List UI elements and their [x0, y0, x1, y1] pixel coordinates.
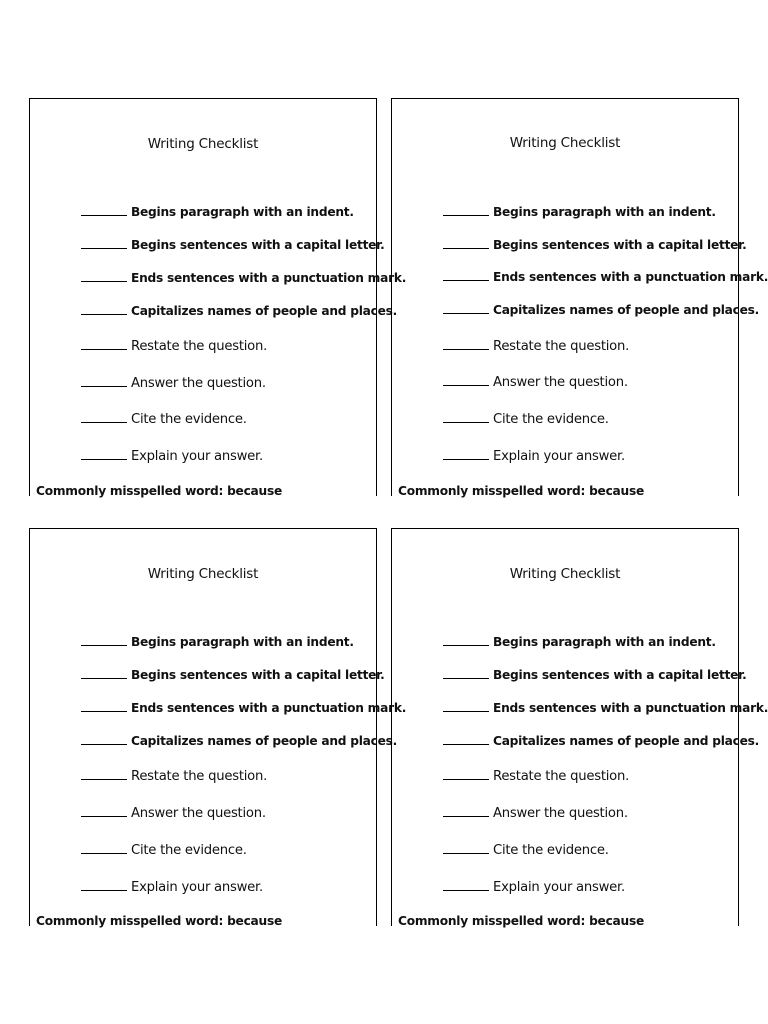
checklist-item: Ends sentences with a punctuation mark. [81, 701, 406, 715]
check-blank [81, 769, 127, 780]
checklist-item: Answer the question. [81, 806, 266, 821]
check-blank [443, 449, 489, 460]
checklist-item: Begins paragraph with an indent. [81, 205, 354, 219]
check-blank [443, 205, 489, 216]
checklist-card-2 [391, 98, 768, 498]
checklist-item: Ends sentences with a punctuation mark. [443, 701, 768, 715]
checklist-item: Explain your answer. [81, 449, 263, 464]
check-blank [81, 412, 127, 423]
check-blank [81, 238, 127, 249]
checklist-item: Begins sentences with a capital letter. [443, 238, 747, 252]
checklist-item: Capitalizes names of people and places. [81, 734, 397, 748]
checklist-item: Capitalizes names of people and places. [443, 303, 759, 317]
check-blank [443, 843, 489, 854]
check-blank [81, 205, 127, 216]
checklist-item: Begins paragraph with an indent. [81, 635, 354, 649]
checklist-item: Restate the question. [443, 769, 629, 784]
checklist-item: Answer the question. [443, 375, 628, 390]
checklist-item: Restate the question. [81, 339, 267, 354]
checklist-item: Begins paragraph with an indent. [443, 635, 716, 649]
checklist-card-3 [29, 528, 407, 928]
checklist-item: Begins sentences with a capital letter. [81, 238, 385, 252]
check-blank [443, 701, 489, 712]
check-blank [81, 734, 127, 745]
check-blank [81, 376, 127, 387]
misspelled-word-note: Commonly misspelled word: because [36, 484, 282, 498]
checklist-item: Ends sentences with a punctuation mark. [443, 270, 768, 284]
check-blank [443, 668, 489, 679]
card-title: Writing Checklist [147, 136, 259, 152]
card-title: Writing Checklist [147, 566, 259, 582]
checklist-item: Begins paragraph with an indent. [443, 205, 716, 219]
checklist-item: Cite the evidence. [443, 412, 609, 427]
check-blank [443, 375, 489, 386]
check-blank [443, 412, 489, 423]
checklist-item: Ends sentences with a punctuation mark. [81, 271, 406, 285]
checklist-item: Capitalizes names of people and places. [443, 734, 759, 748]
misspelled-word-note: Commonly misspelled word: because [398, 914, 644, 928]
checklist-item: Capitalizes names of people and places. [81, 304, 397, 318]
check-blank [81, 304, 127, 315]
check-blank [81, 843, 127, 854]
check-blank [81, 701, 127, 712]
check-blank [443, 270, 489, 281]
check-blank [81, 635, 127, 646]
card-title: Writing Checklist [509, 135, 621, 151]
checklist-item: Cite the evidence. [81, 843, 247, 858]
check-blank [443, 806, 489, 817]
checklist-item: Begins sentences with a capital letter. [81, 668, 385, 682]
check-blank [443, 303, 489, 314]
checklist-item: Cite the evidence. [81, 412, 247, 427]
checklist-card-4 [391, 528, 768, 928]
misspelled-word-note: Commonly misspelled word: because [36, 914, 282, 928]
checklist-item: Answer the question. [81, 376, 266, 391]
check-blank [443, 769, 489, 780]
check-blank [443, 238, 489, 249]
check-blank [81, 271, 127, 282]
check-blank [443, 339, 489, 350]
check-blank [443, 880, 489, 891]
checklist-card-1 [29, 98, 407, 498]
check-blank [81, 880, 127, 891]
check-blank [81, 449, 127, 460]
checklist-item: Cite the evidence. [443, 843, 609, 858]
card-title: Writing Checklist [509, 566, 621, 582]
checklist-item: Restate the question. [443, 339, 629, 354]
checklist-item: Begins sentences with a capital letter. [443, 668, 747, 682]
misspelled-word-note: Commonly misspelled word: because [398, 484, 644, 498]
checklist-item: Explain your answer. [443, 449, 625, 464]
check-blank [443, 635, 489, 646]
checklist-item: Explain your answer. [443, 880, 625, 895]
check-blank [81, 668, 127, 679]
check-blank [443, 734, 489, 745]
check-blank [81, 806, 127, 817]
check-blank [81, 339, 127, 350]
checklist-item: Explain your answer. [81, 880, 263, 895]
checklist-item: Answer the question. [443, 806, 628, 821]
checklist-item: Restate the question. [81, 769, 267, 784]
